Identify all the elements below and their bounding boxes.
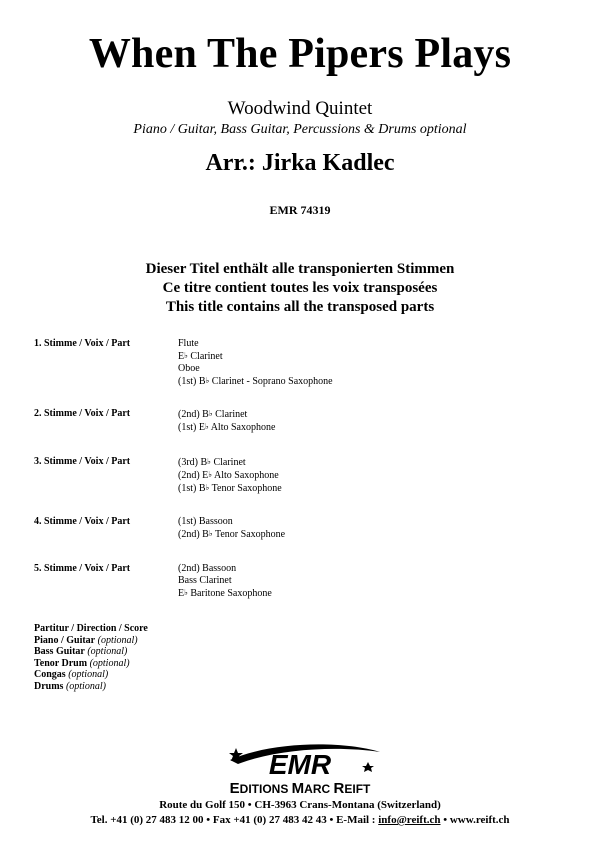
instrument-name: Bass Clarinet [178, 575, 232, 586]
flat-sign: ♭ [205, 376, 210, 385]
instrument-key: B [198, 483, 206, 494]
instrument-line [178, 469, 282, 482]
part-instruments [178, 408, 275, 434]
part-label: 4. Stimme / Voix / Part [34, 516, 131, 527]
instrument-position: (1st) [178, 516, 199, 527]
instrument-key: B [200, 457, 208, 468]
instrument-key: E [178, 351, 185, 362]
catalog-number: EMR 74319 [269, 203, 331, 217]
instrument-name: Clarinet - Soprano Saxophone [211, 376, 333, 387]
instrument-name: Alto Saxophone [210, 422, 276, 433]
flat-sign: ♭ [208, 409, 213, 418]
part-label: 1. Stimme / Voix / Part [34, 338, 131, 349]
optional-note: (optional) [68, 669, 109, 681]
instrument-line [178, 338, 333, 350]
optional-part-name: Drums [34, 680, 64, 692]
optional-note: (optional) [97, 634, 138, 646]
instrument-name: Clarinet [215, 409, 248, 420]
flat-sign: ♭ [207, 457, 211, 466]
publisher-logo [0, 738, 600, 801]
optional-note: (optional) [87, 646, 128, 658]
instrument-line [178, 587, 272, 600]
email-link[interactable]: info@reift.ch [378, 814, 441, 826]
instrument-line [178, 421, 275, 434]
flat-sign: ♭ [208, 470, 213, 479]
instrument-key: E [202, 470, 209, 481]
instrument-name: Tenor Saxophone [211, 483, 282, 494]
optional-part-name: Tenor Drum [34, 657, 88, 669]
logo-emr-text: EMR [268, 749, 332, 780]
instrument-line [178, 516, 285, 528]
notice-french: Ce titre contient toutes les voix transposées [162, 280, 438, 296]
flat-sign: ♭ [184, 351, 188, 360]
website-text: • www.reift.ch [440, 814, 510, 826]
logo-editions-text: EDITIONS MARC REIFT [229, 780, 371, 796]
flat-sign: ♭ [205, 483, 210, 492]
instrument-line [178, 456, 282, 469]
optional-part [34, 646, 148, 658]
score-label: Partitur / Direction / Score [34, 623, 148, 634]
instrument-line [178, 528, 285, 541]
instrument-line [178, 563, 272, 575]
optional-part [34, 669, 148, 681]
instrument-line [178, 575, 272, 587]
instrument-line [178, 363, 333, 375]
instrument-name: Bassoon [198, 516, 233, 527]
flat-sign: ♭ [184, 588, 188, 597]
optional-note: (optional) [89, 657, 130, 669]
instrument-line [178, 482, 282, 495]
score-extras [34, 623, 148, 693]
instrument-name: Clarinet [190, 351, 223, 362]
notice-german: Dieser Titel enthält alle transponierten Stimmen [145, 261, 455, 277]
contact-phone-fax: Tel. +41 (0) 27 483 12 00 • Fax +41 (0) 27 483 42 43 • E-Mail : [90, 814, 379, 826]
instrument-name: Bassoon [202, 563, 237, 574]
instrumentation: Piano / Guitar, Bass Guitar, Percussions & Drums optional [133, 122, 467, 137]
part-instruments [178, 456, 282, 495]
instrument-position: (2nd) [178, 529, 203, 540]
optional-part-name: Congas [34, 669, 66, 681]
instrument-line [178, 350, 333, 363]
instrument-position: (2nd) [178, 563, 203, 574]
publisher-address: Route du Golf 150 • CH-3963 Crans-Montana (Switzerland) [159, 799, 441, 811]
part-label: 3. Stimme / Voix / Part [34, 456, 131, 467]
instrument-key: B [198, 376, 206, 387]
subtitle: Woodwind Quintet [227, 98, 373, 119]
instrument-position: (3rd) [178, 457, 201, 468]
instrument-name: Oboe [178, 363, 200, 374]
instrument-name: Flute [178, 338, 199, 349]
part-instruments [178, 516, 285, 541]
instrument-position: (1st) [178, 422, 199, 433]
part-instruments [178, 563, 272, 600]
instrument-line [178, 408, 275, 421]
emr-logo-graphic [200, 738, 400, 796]
optional-part [34, 658, 148, 670]
instrument-line [178, 375, 333, 388]
instrument-name: Tenor Saxophone [214, 529, 286, 540]
instrument-key: B [202, 409, 209, 420]
flat-sign: ♭ [204, 422, 209, 431]
optional-part-name: Bass Guitar [34, 646, 85, 658]
extras-list [34, 635, 148, 693]
instrument-position: (1st) [178, 483, 199, 494]
instrument-position: (2nd) [178, 409, 203, 420]
flat-sign: ♭ [208, 529, 213, 538]
instrument-position: (2nd) [178, 470, 203, 481]
optional-part [34, 681, 148, 693]
instrument-position: (1st) [178, 376, 199, 387]
part-label: 2. Stimme / Voix / Part [34, 408, 131, 419]
instrument-key: E [178, 588, 185, 599]
part-label: 5. Stimme / Voix / Part [34, 563, 131, 574]
instrument-key: E [198, 422, 205, 433]
optional-part-name: Piano / Guitar [34, 634, 96, 646]
optional-note: (optional) [65, 680, 106, 692]
optional-part [34, 635, 148, 647]
notice-english: This title contains all the transposed parts [165, 299, 435, 315]
instrument-name: Baritone Saxophone [190, 588, 272, 599]
arranger: Arr.: Jirka Kadlec [205, 150, 395, 176]
instrument-name: Clarinet [213, 457, 246, 468]
instrument-key: B [202, 529, 209, 540]
page-title: When The Pipers Plays [88, 31, 512, 77]
instrument-name: Alto Saxophone [214, 470, 279, 481]
publisher-contact [0, 814, 600, 826]
part-instruments [178, 338, 333, 388]
